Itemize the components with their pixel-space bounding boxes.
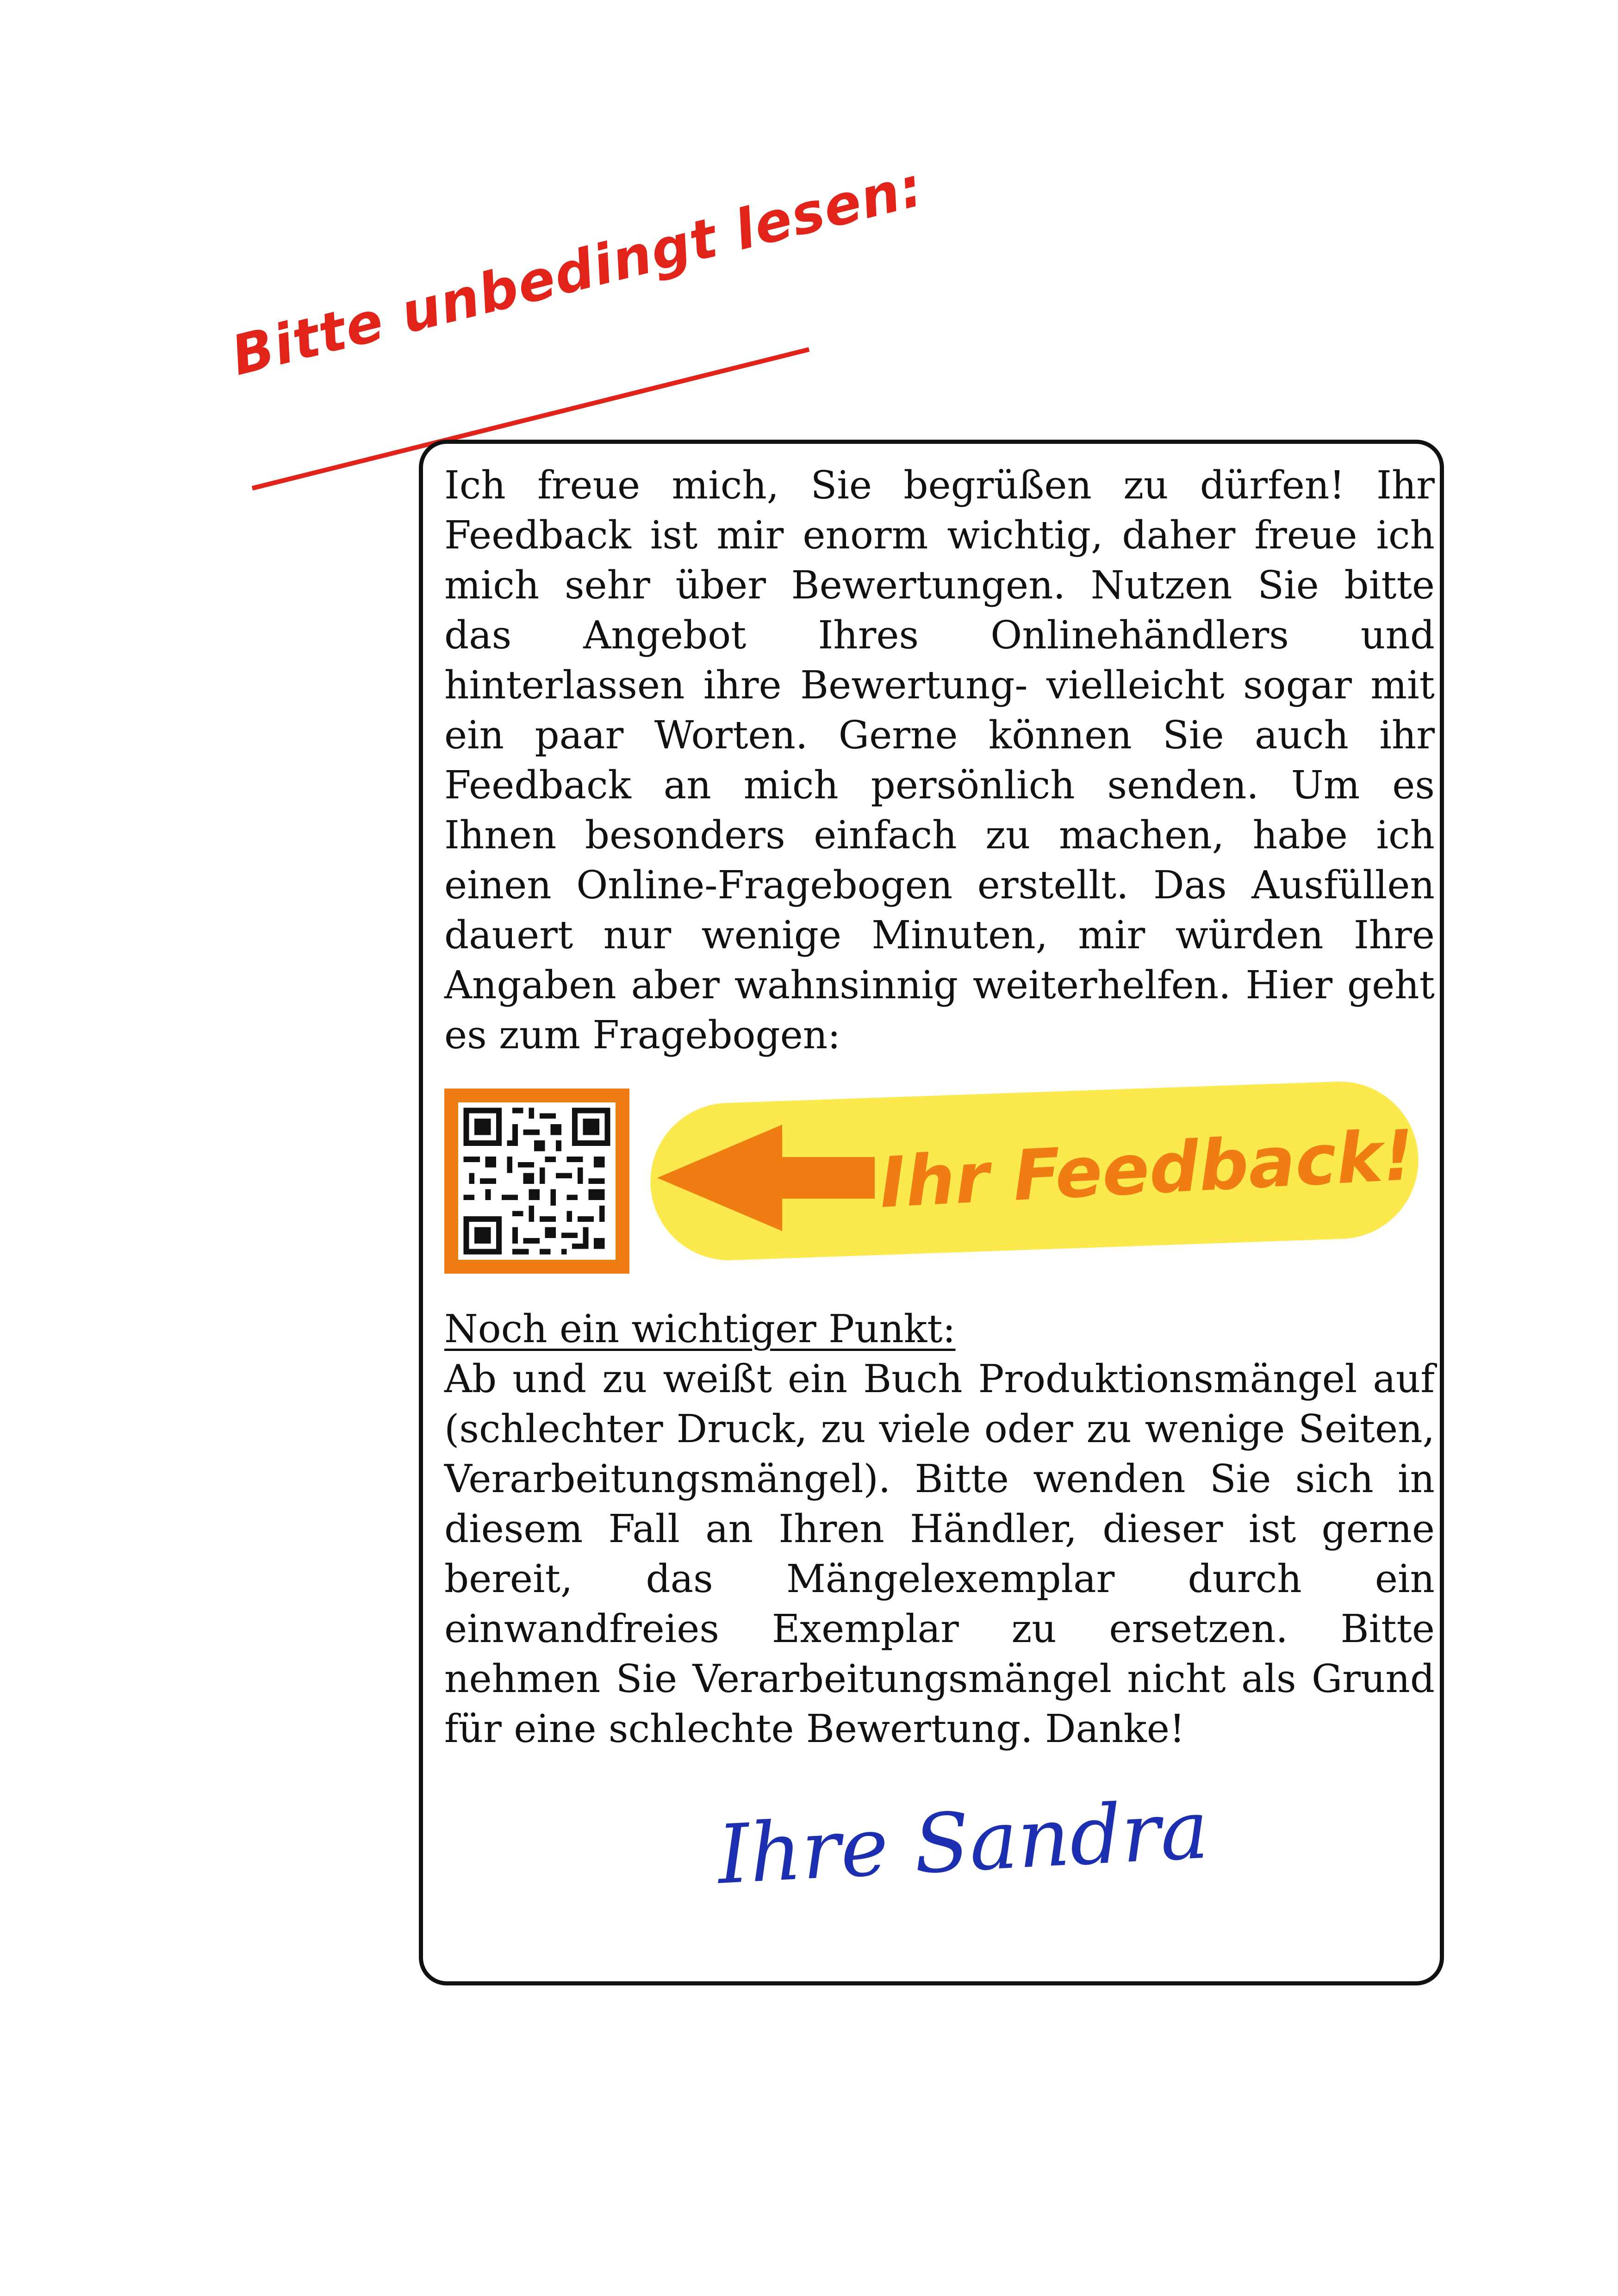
signature: Ihre Sandra [715,1783,1211,1903]
intro-paragraph: Ich freue mich, Sie begrüßen zu dürfen! Ihr Feedback ist mir enorm wichtig, daher freue ich mich sehr über Bewertungen. Nutzen Sie bitte das Angebot Ihres Onlinehändlers und hinterlassen ihre Bewertung- vielleicht sogar mit ein paar Worten. Gerne können Sie auch ihr Feedback an mich persönlich senden. Um es Ihnen besonders einfach zu machen, habe ich einen Online-Fragebogen erstellt. Das Ausfüllen dauert nur wenige Minuten, mir würden Ihre Angaben aber wahnsinnig weiterhelfen. Hier geht es zum Fragebogen: [444,463,1435,1058]
qr-code-icon[interactable] [444,1089,629,1274]
note-heading: Noch ein wichtiger Punkt: [444,1307,956,1351]
note-paragraph: Ab und zu weißt ein Buch Produktionsmängel auf (schlechter Druck, zu viele oder zu wenige Seiten, Verarbeitungsmängel). Bitte wenden Sie sich in diesem Fall an Ihren Händler, dieser ist gerne bereit, das Mängelexemplar durch ein einwandfreies Exemplar zu ersetzen. Bitte nehmen Sie Verarbeitungsmängel nicht als Grund für eine schlechte Bewertung. Danke! [444,1356,1435,1751]
page-heading: Bitte unbedingt lesen: [225,154,930,388]
arrow-left-icon [657,1125,875,1231]
feedback-banner-label: Ihr Feedback! [877,1115,1416,1224]
qr-code-graphic [458,1102,616,1260]
